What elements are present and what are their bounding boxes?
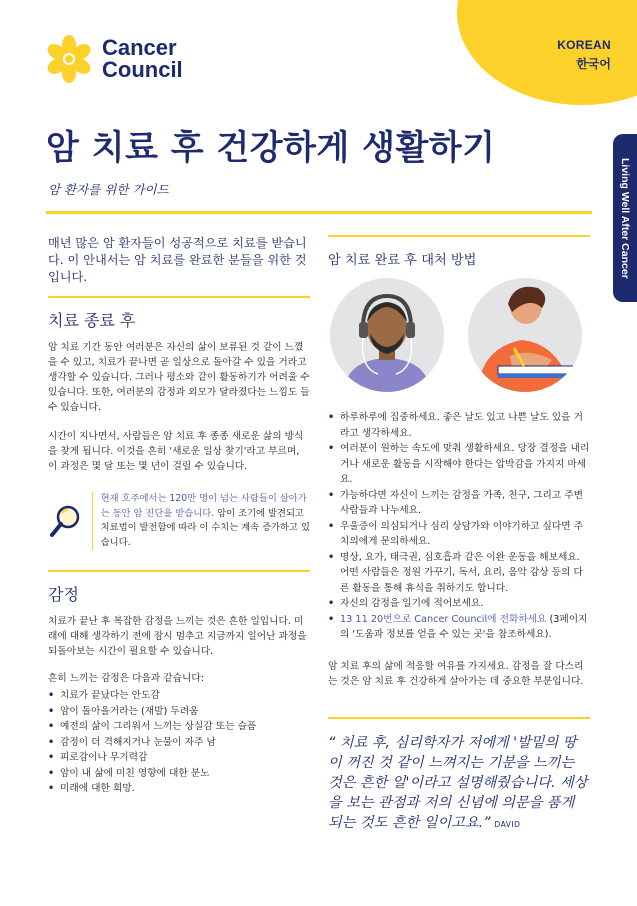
list-item: • 우울증이 의심되거나 심리 상담가와 이야기하고 싶다면 주치의에게 문의하세요. <box>328 519 590 550</box>
logo-text-cancer: Cancer <box>102 35 177 60</box>
list-item <box>328 612 590 643</box>
quote-text: “ 치료 후, 심리학자가 저에게 '발밑의 땅이 꺼진 것 같이 느껴지는 기분을 느끼는 것은 흔한 일'이라고 설명해줬습니다. 세상을 보는 관점과 저의 신념에 의문을 품게 되는 것도 흔한 일이고요.” <box>328 734 588 831</box>
daffodil-icon <box>44 34 94 84</box>
after-treatment-paragraph-2: 시간이 지나면서, 사람들은 암 치료 후 종종 새로운 삶의 방식을 찾게 됩니다. 이것을 흔히 '새로운 일상 찾기'라고 부르며, 이 과정은 몇 달 또는 몇 년이 걸릴 수 있습니다. <box>48 431 304 472</box>
list-item: • 가능하다면 자신이 느끼는 감정을 가족, 친구, 그리고 주변 사람들과 나누세요. <box>328 488 590 519</box>
woman-writing-icon <box>468 278 582 392</box>
section-divider <box>48 570 310 572</box>
language-korean: 한국어 <box>576 57 611 71</box>
statistics-callout <box>48 492 310 550</box>
coping-tips-list <box>328 410 590 643</box>
section-divider <box>48 296 310 298</box>
quote-divider <box>328 717 590 719</box>
phone-rest: (3페이지의 '도움과 정보를 얻을 수 있는 곳'을 참조하세요). <box>340 613 588 640</box>
side-tab <box>613 134 637 302</box>
list-item: • 예전의 삶이 그리워서 느끼는 상실감 또는 슬픔 <box>48 719 310 735</box>
list-item: • 피로감이나 무기력감 <box>48 750 310 766</box>
list-item: • 여러분이 원하는 속도에 맞춰 생활하세요. 당장 결정을 내리거나 새로운 활동을 시작해야 한다는 압박감을 가지지 마세요. <box>328 441 590 488</box>
after-treatment-paragraph-1: 암 치료 기간 동안 여러분은 자신의 삶이 보류된 것 같이 느꼈을 수 있고, 치료가 끝나면 곧 일상으로 돌아갈 수 있을 거라고 생각할 수 있습니다. 그러나 평소와 같이 활동하기가 어려울 수 있습니다. 또한, 여러분의 감정과 외모가 달라졌다는 느낌도 들 수 있습니다. <box>48 342 310 413</box>
right-column <box>328 235 590 835</box>
callout-rest: 암이 조기에 발견되고 치료법이 발전함에 따라 이 수치는 계속 증가하고 있습니다. <box>100 507 310 548</box>
title-divider <box>46 211 592 214</box>
phone-highlight: 13 11 20번으로 Cancer Council에 전화하세요 <box>340 613 547 625</box>
illustration-row <box>328 278 590 398</box>
list-item: • 미래에 대한 희망. <box>48 781 310 797</box>
list-item: • 암이 돌아올거라는 (재발) 두려움 <box>48 704 310 720</box>
illustration-man-headphones <box>330 278 444 392</box>
intro-paragraph: 매년 많은 암 환자들이 성공적으로 치료를 받습니다. 이 안내서는 암 치료를 완료한 분들을 위한 것입니다. <box>48 236 307 284</box>
callout-text <box>101 492 310 550</box>
list-item: • 감정이 더 격해지거나 눈물이 자주 남 <box>48 735 310 751</box>
list-item: • 하루하루에 집중하세요. 좋은 날도 있고 나쁜 날도 있을 거라고 생각하세요. <box>328 410 590 441</box>
logo-wordmark <box>102 37 183 81</box>
side-tab-label: Living Well After Cancer <box>619 157 631 279</box>
list-item: • 치료가 끝났다는 안도감 <box>48 688 310 704</box>
closing-paragraph: 암 치료 후의 삶에 적응할 여유를 가지세요. 감정을 잘 다스리는 것은 암 치료 후 건강하게 살아가는 데 중요한 부분입니다. <box>328 660 584 687</box>
left-column <box>48 235 310 797</box>
illustration-woman-writing <box>468 278 582 392</box>
feelings-list <box>48 688 310 797</box>
page-subtitle: 암 환자를 위한 가이드 <box>48 182 169 197</box>
list-item: • 명상, 요가, 태극권, 심호흡과 같은 이완 운동을 해보세요. 어떤 사람들은 정원 가꾸기, 독서, 요리, 음악 감상 등의 다른 활동을 통해 휴식을 취하기도 합니다. <box>328 550 590 597</box>
list-item: • 자신의 감정을 일기에 적어보세요. <box>328 596 590 612</box>
section-heading-emotions: 감정 <box>48 585 79 604</box>
callout-highlight: 현재 호주에서는 120만 명이 넘는 사람들이 살아가는 동안 암 진단을 받습니다. <box>100 493 307 519</box>
quote-author: DAVID <box>494 819 521 829</box>
cancer-council-logo <box>44 34 183 84</box>
magnifier-icon <box>48 494 84 550</box>
testimonial-quote <box>328 733 590 835</box>
emotions-list-intro: 흔히 느끼는 감정은 다음과 같습니다: <box>48 673 204 684</box>
callout-bar <box>92 492 93 550</box>
list-item: • 암이 내 삶에 미친 영향에 대한 분노 <box>48 766 310 782</box>
language-label <box>557 38 611 72</box>
section-divider <box>328 235 590 237</box>
section-heading-coping: 암 치료 완료 후 대처 방법 <box>328 253 477 268</box>
logo-text-council: Council <box>102 57 183 82</box>
section-heading-after-treatment: 치료 종료 후 <box>48 311 136 330</box>
emotions-paragraph: 치료가 끝난 후 복잡한 감정을 느끼는 것은 흔한 일입니다. 미래에 대해 생각하기 전에 잠시 멈추고 지금까지 일어난 과정을 되돌아보는 시간이 필요할 수 있습니다. <box>48 616 307 657</box>
language-english: KOREAN <box>557 38 611 52</box>
man-headphones-icon <box>330 278 444 392</box>
page-title: 암 치료 후 건강하게 생활하기 <box>46 128 496 168</box>
